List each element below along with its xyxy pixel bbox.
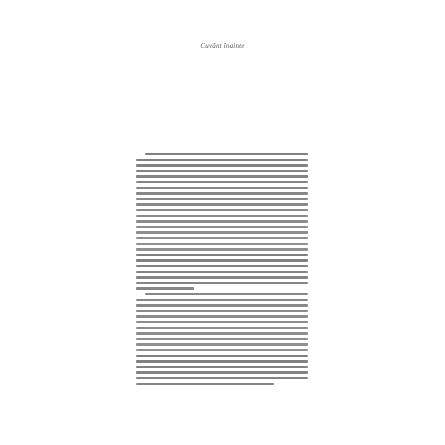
text-line — [136, 383, 274, 385]
text-line — [136, 187, 308, 189]
text-line — [136, 349, 308, 351]
text-line — [136, 237, 308, 239]
text-line — [136, 175, 308, 177]
text-line — [136, 338, 308, 340]
text-line — [136, 377, 308, 379]
text-line — [136, 159, 308, 161]
text-line — [136, 282, 308, 284]
text-line — [136, 265, 308, 267]
text-line — [136, 360, 308, 362]
text-line — [145, 293, 308, 295]
text-line — [136, 271, 308, 273]
text-line — [136, 198, 308, 200]
text-line — [136, 248, 308, 250]
text-line — [136, 304, 308, 306]
text-line — [136, 259, 308, 261]
text-line — [136, 321, 308, 323]
text-line — [136, 327, 308, 329]
text-line — [136, 220, 308, 222]
text-line — [136, 343, 308, 345]
text-line — [136, 226, 308, 228]
text-line — [136, 366, 308, 368]
text-line — [136, 355, 308, 357]
body-text-block — [136, 153, 308, 393]
text-line — [136, 203, 308, 205]
text-line — [136, 243, 308, 245]
text-line — [136, 276, 308, 278]
text-line — [136, 215, 308, 217]
text-line — [136, 315, 308, 317]
text-line — [136, 170, 308, 172]
text-line — [136, 287, 194, 289]
text-line — [136, 192, 308, 194]
text-line — [136, 371, 308, 373]
text-line — [136, 164, 308, 166]
text-line — [145, 153, 308, 155]
running-header: Cuvânt înainte — [200, 42, 245, 50]
text-line — [136, 231, 308, 233]
text-line — [136, 299, 308, 301]
text-line — [136, 310, 308, 312]
text-line — [136, 254, 308, 256]
text-line — [136, 209, 308, 211]
text-line — [136, 181, 308, 183]
text-line — [136, 332, 308, 334]
